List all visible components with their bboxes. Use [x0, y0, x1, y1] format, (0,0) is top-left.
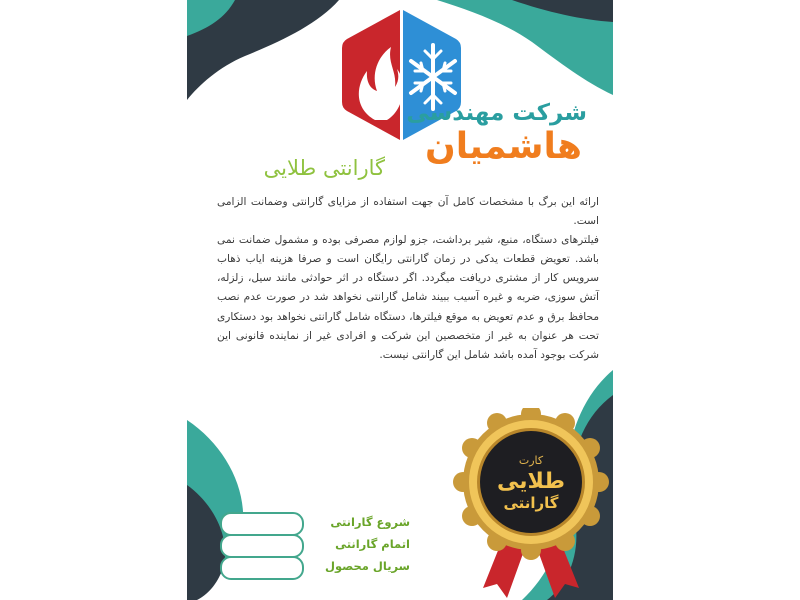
warranty-card: [187, 0, 613, 600]
badge-bottom-text: گارانتی: [503, 494, 559, 512]
gold-guarantee-badge: [445, 408, 613, 600]
serial-label: سریال محصول: [324, 559, 410, 573]
serial-field[interactable]: [220, 556, 304, 580]
start-date-field[interactable]: [220, 512, 304, 536]
guarantee-title: گارانتی طلایی: [263, 156, 385, 180]
end-date-label: اتمام گارانتی: [335, 537, 410, 551]
terms-paragraph-1: ارائه این برگ با مشخصات کامل آن جهت استفاده از مزایای گارانتی وضمانت الزامی است.: [217, 196, 599, 228]
badge-middle-text: طلایی: [497, 469, 565, 494]
badge-top-text: کارت: [518, 454, 544, 467]
terms-paragraph-2: فیلترهای دستگاه، منبع، شیر برداشت، جزو لوازم مصرفی بوده و مشمول ضمانت نمی باشد. تعویض قطعات یدکی در زمان گارانتی رایگان است و صرفا هزینه ایاب ذهاب سرویس کار از مشتری دریافت میگردد. اگر دستگاه در اثر حوادثی مانند سیل، زلزله، آتش سوزی، ضربه و غیره آسیب ببیند شامل گارانتی نخواهد شد در صورت عدم نصب محافظ برق و عدم تعویض به موقع فیلترها، دستگاه شامل گارانتی نخواهد بود دستکاری تحت هر عنوان به غیر از متخصصین این شرکت و افرادی غیر از نماینده قانونی این شرکت بوجود آمده باشد شامل این گارانتی نیست.: [217, 234, 599, 361]
field-row-start: [220, 512, 410, 536]
field-row-serial: [220, 556, 410, 580]
field-row-end: [220, 534, 410, 558]
end-date-field[interactable]: [220, 534, 304, 558]
company-name-line2: هاشمیان: [425, 126, 582, 167]
warranty-terms: [217, 193, 599, 365]
company-name-line1: شرکت مهندسی: [406, 100, 587, 126]
start-date-label: شروع گارانتی: [330, 515, 410, 529]
